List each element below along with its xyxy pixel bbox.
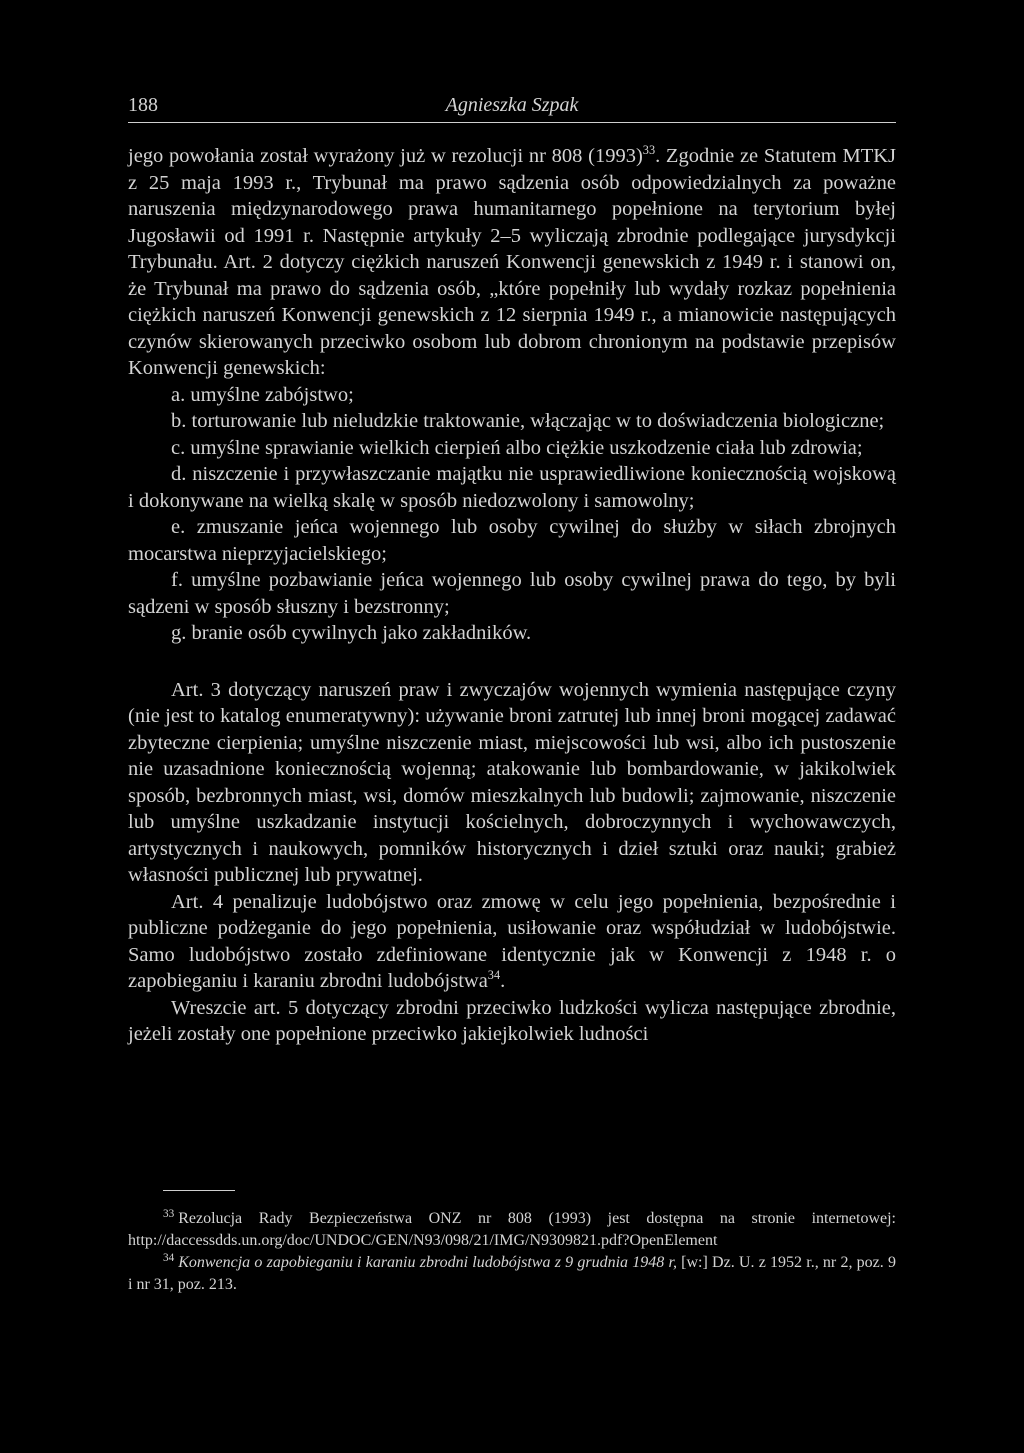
- footnote-divider: [163, 1190, 235, 1191]
- paragraph-1: [128, 143, 896, 382]
- footnote-33: [128, 1208, 896, 1252]
- list-item-f: f. umyślne pozbawianie jeńca wojennego lub osoby cywilnej prawa do tego, by byli sądzeni w sposób słuszny i bezstronny;: [128, 569, 896, 618]
- paragraph-art-4: [128, 889, 896, 995]
- footnote-ref-33[interactable]: 33: [642, 143, 656, 158]
- footnote-33-text: Rezolucja Rady Bezpieczeństwa ONZ nr 808 (1993) jest dostępna na stronie internetowej: http://daccessdds.un.org/doc/UNDOC/GEN/N93/098/21/IMG/N9309821.pdf?OpenElement: [128, 1210, 896, 1249]
- footnote-ref-34[interactable]: 34: [487, 968, 501, 983]
- list-item-b: b. torturowanie lub nieludzkie traktowanie, włączając w to doświadczenia biologiczne;: [171, 410, 885, 432]
- list-item-g: g. branie osób cywilnych jako zakładników.: [171, 622, 532, 644]
- main-text: [128, 143, 896, 1048]
- list-item-c: c. umyślne sprawianie wielkich cierpień albo ciężkie uszkodzenie ciała lub zdrowia;: [171, 436, 863, 459]
- footnote-33-number: 33: [163, 1207, 175, 1220]
- paragraph-art-4-end: .: [500, 970, 506, 992]
- footnotes: [128, 1208, 896, 1296]
- footnote-34-number: 34: [163, 1251, 175, 1264]
- author-name: Agnieszka Szpak: [445, 94, 579, 116]
- paragraph-art-5: Wreszcie art. 5 dotyczący zbrodni przeciwko ludzkości wylicza następujące zbrodnie, jeżeli zostały one popełnione przeciwko jakiejkolwiek ludności: [128, 996, 896, 1045]
- footnote-34-title: Konwencja o zapobieganiu i karaniu zbrodni ludobójstwa z 9 grudnia 1948 r,: [178, 1254, 677, 1271]
- paragraph-gap: [128, 647, 896, 677]
- list-item-e: e. zmuszanie jeńca wojennego lub osoby cywilnej do służby w siłach zbrojnych mocarstwa nieprzyjacielskiego;: [128, 516, 896, 565]
- list-item-d: d. niszczenie i przywłaszczanie majątku nie usprawiedliwione koniecznością wojskową i dokonywane na wielką skalę w sposób niedozwolony i samowolny;: [128, 463, 896, 512]
- paragraph-1-text-b: . Zgodnie ze Statutem MTKJ z 25 maja 1993 r., Trybunał ma prawo sądzenia osób odpowiedzialnych za poważne naruszenia międzynarodowego prawa humanitarnego popełnione na terytorium byłej Jugosławii od 1991 r. Następnie artykuły 2–5 wyliczają zbrodnie podlegające jurysdykcji Trybunału. Art. 2 dotyczy ciężkich naruszeń Konwencji genewskich z 1949 r. i stanowi on, że Trybunał ma prawo do sądzenia osób, „które popełniły lub wydały rozkaz popełnienia ciężkich naruszeń Konwencji genewskich z 12 sierpnia 1949 r., a mianowicie następujących czynów skierowanych przeciwko osobom lub dobrom chronionym na podstawie przepisów Konwencji genewskich:: [128, 145, 896, 379]
- paragraph-1-text-a: jego powołania został wyrażony już w rezolucji nr 808 (1993): [128, 145, 643, 167]
- footnote-34-text: [w:] Dz. U. z 1952 r., nr 2, poz. 9 i nr 31, poz. 213.: [128, 1254, 897, 1293]
- paragraph-art-3: Art. 3 dotyczący naruszeń praw i zwyczajów wojennych wymienia następujące czyny (nie jest to katalog enumeratywny): używanie broni zatrutej lub innej broni mogącej zadawać zbyteczne cierpienia; umyślne niszczenie miast, miejscowości lub wsi, albo ich pustoszenie nie uzasadnione koniecznością wojenną; atakowanie lub bombardowanie, w jakikolwiek sposób, bezbronnych miast, wsi, domów mieszkalnych lub budowli; zajmowanie, niszczenie lub umyślne uszkadzanie instytucji kościelnych, dobroczynnych i wychowawczych, artystycznych i naukowych, pomników historycznych i dzieł sztuki oraz nauki; grabież własności publicznej lub prywatnej.: [128, 678, 896, 886]
- list-item-a: a. umyślne zabójstwo;: [171, 383, 354, 406]
- footnote-34: [128, 1252, 896, 1296]
- running-header: [128, 92, 896, 123]
- paragraph-art-4-text: Art. 4 penalizuje ludobójstwo oraz zmowę w celu jego popełnienia, bezpośrednie i publiczne podżeganie do jego popełnienia, usiłowanie oraz współudział w ludobójstwie. Samo ludobójstwo zostało zdefiniowane identycznie jak w Konwencji z 1948 r. o zapobieganiu i karaniu zbrodni ludobójstwa: [128, 890, 896, 992]
- page-number: 188: [128, 94, 158, 116]
